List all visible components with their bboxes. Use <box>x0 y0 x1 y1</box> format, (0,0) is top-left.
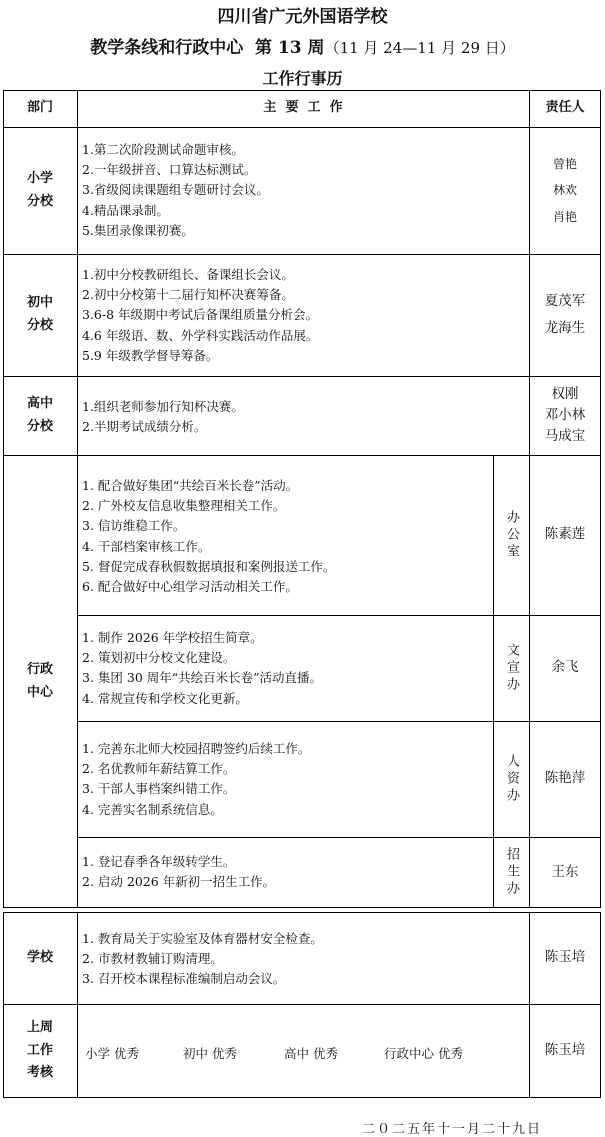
dept-primary: 小学 分校 <box>26 170 53 209</box>
person-name: 马成宝 <box>544 427 586 444</box>
person-name: 邓小林 <box>544 407 586 424</box>
hr-resp: 陈艳萍 <box>544 770 586 787</box>
list-item: 2. 名优教师年薪结算工作。 <box>82 761 236 777</box>
list-item: 3. 集团 30 周年“共绘百米长卷”活动直播。 <box>82 670 323 686</box>
list-item: 1. 教育局关于实验室及体育器材安全检查。 <box>82 931 323 946</box>
school-name: 四川省广元外国语学校 <box>217 7 388 27</box>
list-item: 2. 启动 2026 年新初一招生工作。 <box>82 874 276 890</box>
publicity-resp: 余飞 <box>551 659 579 676</box>
office-label: 办公室 <box>504 509 519 561</box>
list-item: 4.精品课录制。 <box>82 202 169 218</box>
title-date-range: （11 月 24—11 月 29 日） <box>324 39 515 57</box>
hr-label: 人资办 <box>504 753 519 805</box>
list-item: 2. 广外校友信息收集整理相关工作。 <box>82 498 286 514</box>
person-name: 权刚 <box>551 386 579 403</box>
list-item: 1. 登记春季各年级转学生。 <box>82 854 236 869</box>
list-item: 3. 干部人事档案纠错工作。 <box>82 781 236 797</box>
calendar-subtitle: 工作行事历 <box>262 69 343 88</box>
list-item: 4. 完善实名制系统信息。 <box>82 801 223 817</box>
junior-resp <box>529 254 601 376</box>
list-item: 1. 完善东北师大校园招聘签约后续工作。 <box>82 741 311 756</box>
primary-resp <box>529 127 601 254</box>
list-item: 1.初中分校教研组长、备课组长会议。 <box>82 267 294 282</box>
list-item: 4.6 年级语、数、外学科实践活动作品展。 <box>82 327 319 343</box>
eval-junior: 初中 优秀 <box>183 1046 237 1061</box>
dept-senior: 高中 分校 <box>26 395 53 434</box>
list-item: 2.一年级拼音、口算达标测试。 <box>82 162 257 178</box>
office-resp: 陈素莲 <box>544 526 586 543</box>
list-item: 3. 召开校本课程标准编制启动会议。 <box>82 971 286 987</box>
header-resp: 责任人 <box>545 100 585 116</box>
header-dept: 部门 <box>26 100 53 116</box>
enroll-resp: 王东 <box>551 863 579 880</box>
list-item: 1.第二次阶段测试命题审核。 <box>82 142 244 157</box>
eval-resp: 陈玉培 <box>544 1042 586 1059</box>
dept-school: 学校 <box>26 949 53 965</box>
list-item: 3.6-8 年级期中考试后备课组质量分析会。 <box>82 307 319 323</box>
list-item: 3.省级阅读课题组专题研讨会议。 <box>82 182 269 198</box>
list-item: 5. 督促完成春秋假数据填报和案例报送工作。 <box>82 558 336 574</box>
header-work: 主 要 工 作 <box>263 100 343 116</box>
person-name: 曾艳 <box>552 156 577 171</box>
list-item: 2.初中分校第十二届行知杯决赛筹备。 <box>82 287 294 303</box>
school-items <box>82 929 323 990</box>
primary-items <box>82 140 269 241</box>
dept-admin: 行政 中心 <box>26 661 53 700</box>
person-name: 肖艳 <box>552 209 577 224</box>
list-item: 3. 信访维稳工作。 <box>82 518 186 534</box>
list-item: 5.集团录像课初赛。 <box>82 222 194 238</box>
calendar-title <box>0 33 605 58</box>
senior-resp <box>529 376 601 455</box>
list-item: 2. 市教材教辅订购清理。 <box>82 951 223 967</box>
list-item: 6. 配合做好中心组学习活动相关工作。 <box>82 579 298 595</box>
list-item: 2.半期考试成绩分析。 <box>82 419 207 435</box>
list-item: 5.9 年级教学督导筹备。 <box>82 347 219 363</box>
publicity-label: 文宣办 <box>504 642 519 694</box>
hr-items <box>82 739 310 820</box>
senior-items <box>82 397 244 437</box>
enroll-label: 招生办 <box>504 847 519 898</box>
eval-primary: 小学 优秀 <box>85 1046 139 1061</box>
person-name: 夏茂军 <box>544 293 586 309</box>
junior-items <box>82 265 318 366</box>
list-item: 1.组织老师参加行知杯决赛。 <box>82 399 244 414</box>
list-item: 4. 干部档案审核工作。 <box>82 538 211 554</box>
person-name: 林欢 <box>552 183 577 198</box>
dept-junior: 初中 分校 <box>26 295 53 333</box>
list-item: 4. 常规宣传和学校文化更新。 <box>82 690 248 706</box>
eval-admin: 行政中心 优秀 <box>384 1046 463 1061</box>
list-item: 2. 策划初中分校文化建设。 <box>82 650 236 666</box>
list-item: 1. 制作 2026 年学校招生简章。 <box>82 630 263 645</box>
eval-senior: 高中 优秀 <box>284 1046 338 1061</box>
issue-date: 二０二五年十一月二十九日 <box>362 1122 543 1137</box>
office-items <box>82 476 335 597</box>
publicity-items <box>82 628 322 709</box>
dept-eval: 上周 工作 考核 <box>26 1019 53 1081</box>
title-main: 教学条线和行政中心 第 13 周 <box>90 38 325 58</box>
enroll-items <box>82 852 275 892</box>
school-resp: 陈玉培 <box>544 949 586 966</box>
person-name: 龙海生 <box>544 320 586 336</box>
list-item: 1. 配合做好集团“共绘百米长卷”活动。 <box>82 478 299 493</box>
